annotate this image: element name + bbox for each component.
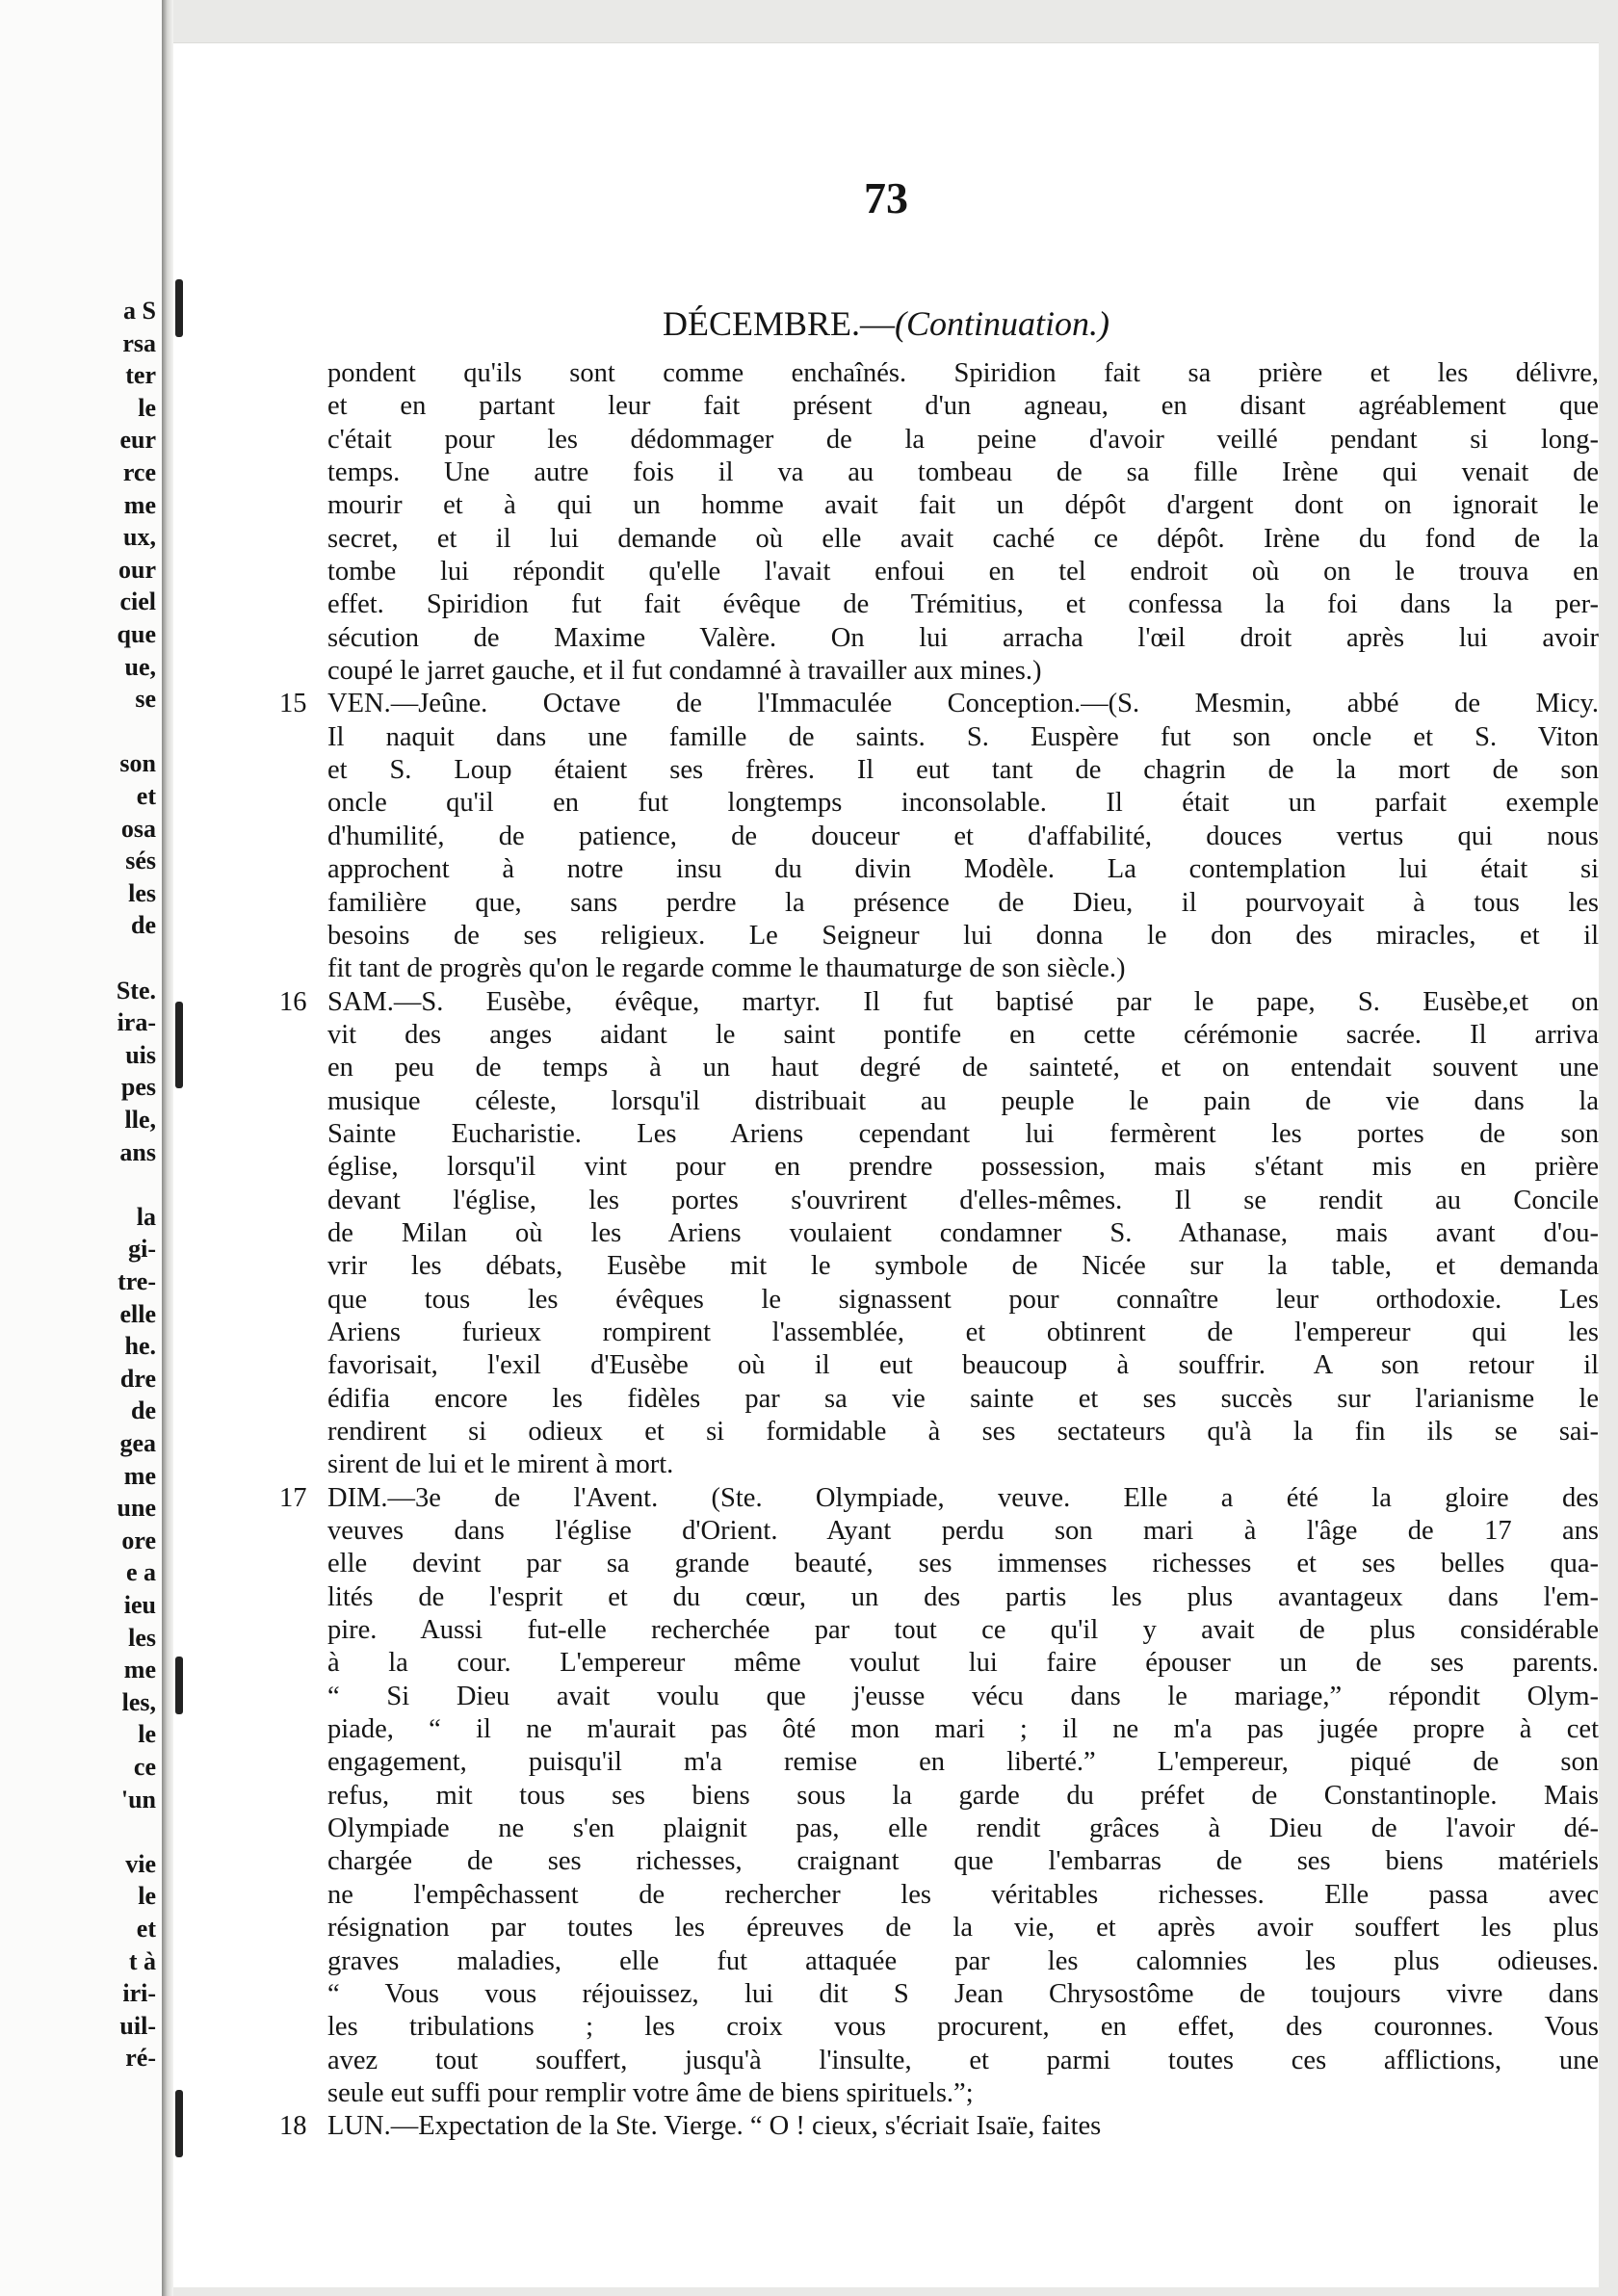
facing-page-fragment: me xyxy=(123,490,156,519)
facing-page-fragment: ore xyxy=(121,1526,156,1554)
text-line: église, lorsqu'il vint pour en prendre possession, mais s'étant mis en prière xyxy=(327,1152,1599,1183)
day-number: 17 xyxy=(279,1482,307,1513)
day-number: 18 xyxy=(279,2111,307,2142)
calendar-entry xyxy=(279,688,1599,985)
calendar-text xyxy=(279,357,1599,2144)
entry-heading-text: LUN.—Expectation de la Ste. Vierge. “ O ! cieux, s'écriait Isaïe, faites xyxy=(327,2111,1102,2142)
facing-page-fragment: our xyxy=(118,555,156,584)
facing-page-fragment: ue, xyxy=(124,652,156,681)
facing-page-fragment: iri- xyxy=(122,1979,156,2008)
text-line: de Milan où les Ariens voulaient condamner S. Athanase, mais avant d'ou- xyxy=(327,1217,1599,1248)
text-line: rendirent si odieux et si formidable à ses sectateurs qu'à la fin ils se sai- xyxy=(327,1417,1599,1447)
text-line: fit tant de progrès qu'on le regarde comme le thaumaturge de son siècle.) xyxy=(327,953,1126,984)
facing-page-fragment: me xyxy=(123,1461,156,1490)
facing-page-fragment: de xyxy=(131,1396,156,1425)
facing-page-fragment: ieu xyxy=(123,1591,156,1619)
text-line: d'humilité, de patience, de douceur et d'affabilité, douces vertus qui nous xyxy=(327,821,1599,851)
text-line: Il naquit dans une famille de saints. S. Euspère fut son oncle et S. Viton xyxy=(327,721,1599,752)
text-line: Olympiade ne s'en plaignit pas, elle rendit grâces à Dieu de l'avoir dé- xyxy=(327,1813,1599,1844)
facing-page-fragment: ter xyxy=(125,361,156,390)
text-line: veuves dans l'église d'Orient. Ayant perdu son mari à l'âge de 17 ans xyxy=(327,1516,1599,1547)
facing-page-fragment: que xyxy=(117,620,156,648)
facing-page-fragment: uis xyxy=(125,1040,156,1069)
text-line: sirent de lui et le mirent à mort. xyxy=(327,1449,674,1480)
facing-page-fragment: se xyxy=(135,685,156,714)
facing-page-fragment: gea xyxy=(119,1429,156,1457)
facing-page-fragment: dre xyxy=(119,1364,156,1393)
text-line: Sainte Eucharistie. Les Ariens cependant lui fermèrent les portes de son xyxy=(327,1118,1599,1149)
facing-page-fragment: une xyxy=(117,1494,156,1523)
facing-page-fragment: uil- xyxy=(119,2011,156,2040)
entry-heading-line xyxy=(279,688,1599,720)
facing-page-fragment: eur xyxy=(119,426,156,455)
facing-page-edge xyxy=(0,0,163,2296)
text-line: secret, et il lui demande où elle avait caché ce dépôt. Irène du fond de la xyxy=(327,523,1599,554)
text-line: favorisait, l'exil d'Eusèbe où il eut beaucoup à souffrir. A son retour il xyxy=(327,1350,1599,1381)
text-line: Ariens furieux rompirent l'assemblée, et obtinrent de l'empereur qui les xyxy=(327,1317,1599,1347)
text-line: ne l'empêchassent de rechercher les véritables richesses. Elle passa avec xyxy=(327,1879,1599,1910)
page-heading xyxy=(173,303,1599,344)
text-line: mourir et à qui un homme avait fait un dépôt d'argent dont on ignorait le xyxy=(327,490,1599,521)
text-line: refus, mit tous ses biens sous la garde du préfet de Constantinople. Mais xyxy=(327,1780,1599,1811)
text-line: sécution de Maxime Valère. On lui arracha l'œil droit après lui avoir xyxy=(327,622,1599,653)
facing-page-fragment: rsa xyxy=(122,328,156,357)
facing-page-fragment: ux, xyxy=(123,523,156,552)
facing-page-fragment: ré- xyxy=(125,2044,156,2073)
day-number: 16 xyxy=(279,986,307,1017)
facing-page-fragment: gi- xyxy=(128,1235,156,1264)
facing-page-fragment: rce xyxy=(122,458,156,486)
facing-page-fragment: Ste. xyxy=(116,976,156,1004)
entry-heading-line xyxy=(279,2110,1599,2143)
facing-page-fragment: 'un xyxy=(120,1785,156,1813)
text-line: approchent à notre insu du divin Modèle. La contemplation lui était si xyxy=(327,854,1599,885)
facing-page-fragment: osa xyxy=(120,814,156,843)
heading-continuation: (Continuation.) xyxy=(895,304,1109,343)
text-line: familière que, sans perdre la présence de Dieu, il pourvoyait à tous les xyxy=(327,887,1599,918)
text-line: piade, “ il ne m'aurait pas ôté mon mari ; il ne m'a pas jugée propre à cet xyxy=(327,1714,1599,1745)
binding-mark xyxy=(175,1002,183,1088)
facing-page-fragment: vie xyxy=(125,1849,156,1878)
entry-heading-line xyxy=(279,1482,1599,1515)
text-line: oncle qu'il en fut longtemps inconsolable. Il était un parfait exemple xyxy=(327,788,1599,819)
facing-page-fragment: les xyxy=(128,1623,156,1652)
text-line: chargée de ses richesses, craignant que l'embarras de ses biens matériels xyxy=(327,1846,1599,1877)
text-line: coupé le jarret gauche, et il fut condamné à travailler aux mines.) xyxy=(327,656,1042,687)
calendar-entry xyxy=(279,357,1599,688)
text-line: à la cour. L'empereur même voulut lui faire épouser un de ses parents. xyxy=(327,1648,1599,1679)
text-line: seule eut suffi pour remplir votre âme de biens spirituels.”; xyxy=(327,2077,974,2108)
page-number: 73 xyxy=(864,173,908,222)
text-line: résignation par toutes les épreuves de la vie, et après avoir souffert les plus xyxy=(327,1913,1599,1944)
text-line: les tribulations ; les croix vous procurent, en effet, des couronnes. Vous xyxy=(327,2012,1599,2043)
facing-page-fragment: le xyxy=(138,393,156,422)
text-line: lités de l'esprit et du cœur, un des partis les plus avantageux dans l'em- xyxy=(327,1581,1599,1612)
facing-page-fragment: et xyxy=(136,1915,156,1943)
text-line: que tous les évêques le signassent pour connaître leur orthodoxie. Les xyxy=(327,1284,1599,1315)
facing-page-fragment: les xyxy=(128,878,156,907)
text-line: engagement, puisqu'il m'a remise en liberté.” L'empereur, piqué de son xyxy=(327,1747,1599,1778)
binding-mark xyxy=(175,2090,183,2157)
calendar-entry xyxy=(279,1482,1599,2111)
text-line: en peu de temps à un haut degré de sainteté, et on entendait souvent une xyxy=(327,1053,1599,1083)
heading-month: DÉCEMBRE.— xyxy=(662,304,895,343)
facing-page-fragment: les, xyxy=(121,1687,156,1716)
text-line: devant l'église, les portes s'ouvrirent d'elles-mêmes. Il se rendit au Concile xyxy=(327,1185,1599,1215)
facing-page-fragment: ans xyxy=(119,1137,156,1166)
facing-page-fragment: le xyxy=(138,1882,156,1911)
scanned-page xyxy=(173,42,1599,2287)
text-line: avez tout souffert, jusqu'à l'insulte, et parmi toutes ces afflictions, une xyxy=(327,2045,1599,2075)
text-line: temps. Une autre fois il va au tombeau de sa fille Irène qui venait de xyxy=(327,457,1599,488)
facing-page-fragment: he. xyxy=(124,1332,156,1361)
text-line: et S. Loup étaient ses frères. Il eut tant de chagrin de la mort de son xyxy=(327,755,1599,786)
facing-page-fragment: ce xyxy=(133,1753,156,1781)
text-line: “ Vous vous réjouissez, lui dit S Jean Chrysostôme de toujours vivre dans xyxy=(327,1978,1599,2009)
text-line: pire. Aussi fut-elle recherchée par tout ce qu'il y avait de plus considérable xyxy=(327,1615,1599,1646)
facing-page-fragment: le xyxy=(138,1720,156,1749)
text-line: musique céleste, lorsqu'il distribuait au peuple le pain de vie dans la xyxy=(327,1085,1599,1116)
calendar-entry xyxy=(279,2110,1599,2143)
entry-heading-text: SAM.—S. Eusèbe, évêque, martyr. Il fut baptisé par le pape, S. Eusèbe,et on xyxy=(327,986,1599,1017)
facing-page-fragment: t à xyxy=(128,1946,156,1975)
facing-page-fragment: son xyxy=(119,749,156,778)
text-line: besoins de ses religieux. Le Seigneur lui donna le don des miracles, et il xyxy=(327,920,1599,951)
facing-page-fragment: pes xyxy=(120,1073,156,1102)
text-line: vrir les débats, Eusèbe mit le symbole de Nicée sur la table, et demanda xyxy=(327,1251,1599,1282)
book-gutter xyxy=(162,0,173,2296)
text-line: graves maladies, elle fut attaquée par les calomnies les plus odieuses. xyxy=(327,1945,1599,1976)
calendar-entry xyxy=(279,986,1599,1482)
facing-page-fragment: la xyxy=(136,1202,156,1231)
text-line: elle devint par sa grande beauté, ses immenses richesses et ses belles qua- xyxy=(327,1549,1599,1579)
facing-page-fragment: sés xyxy=(125,847,156,875)
facing-page-fragment: me xyxy=(123,1656,156,1684)
facing-page-fragment: de xyxy=(131,911,156,940)
facing-page-fragment: ciel xyxy=(119,587,156,616)
text-line: et en partant leur fait présent d'un agneau, en disant agréablement que xyxy=(327,391,1599,422)
facing-page-fragment: elle xyxy=(119,1299,156,1328)
text-line: édifia encore les fidèles par sa vie sainte et ses succès sur l'arianisme le xyxy=(327,1383,1599,1414)
text-line: c'était pour les dédommager de la peine d'avoir veillé pendant si long- xyxy=(327,424,1599,455)
facing-page-fragment: ira- xyxy=(117,1008,156,1037)
facing-page-fragment: lle, xyxy=(124,1106,156,1134)
day-number: 15 xyxy=(279,689,307,719)
entry-heading-line xyxy=(279,986,1599,1019)
facing-page-fragment: a S xyxy=(123,297,156,325)
entry-heading-text: DIM.—3e de l'Avent. (Ste. Olympiade, veuve. Elle a été la gloire des xyxy=(327,1482,1599,1513)
facing-page-fragment: et xyxy=(136,782,156,810)
text-line: effet. Spiridion fut fait évêque de Trémitius, et confessa la foi dans la per- xyxy=(327,589,1599,620)
text-line: tombe lui répondit qu'elle l'avait enfoui en tel endroit où on le trouva en xyxy=(327,557,1599,587)
binding-mark xyxy=(175,279,183,337)
text-line: “ Si Dieu avait voulu que j'eusse vécu dans le mariage,” répondit Olym- xyxy=(327,1681,1599,1711)
entry-heading-text: VEN.—Jeûne. Octave de l'Immaculée Conception.—(S. Mesmin, abbé de Micy. xyxy=(327,689,1599,719)
facing-page-fragment: tre- xyxy=(117,1267,156,1295)
text-line: vit des anges aidant le saint pontife en cette cérémonie sacrée. Il arriva xyxy=(327,1019,1599,1050)
binding-mark xyxy=(175,1657,183,1714)
text-line: pondent qu'ils sont comme enchaînés. Spiridion fait sa prière et les délivre, xyxy=(327,358,1599,388)
facing-page-fragment: e a xyxy=(125,1558,156,1587)
